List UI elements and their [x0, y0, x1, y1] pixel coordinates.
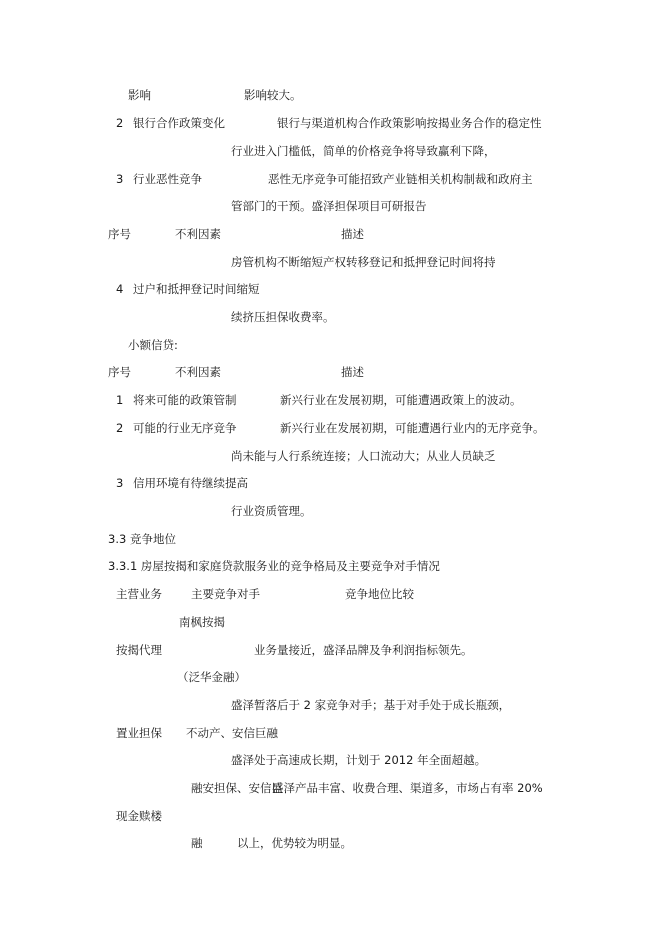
- competition-row-1-rival-line-1: 南枫按揭: [179, 615, 225, 629]
- risk-row-1-factor: 影响: [128, 88, 151, 102]
- section-heading: 3.3 竞争地位: [108, 532, 176, 546]
- competition-row-2-rival: 不动产、安信巨融: [186, 726, 278, 740]
- competition-header-position: 竞争地位比较: [345, 587, 414, 601]
- risk-table-header-factor: 不利因素: [175, 227, 221, 241]
- competition-row-1-desc: 业务量接近，盛泽品牌及争利润指标领先。: [254, 643, 473, 657]
- competition-header-rival: 主要竞争对手: [191, 587, 260, 601]
- competition-row-1-rival-line-2: （泛华金融）: [177, 670, 246, 684]
- microcredit-header-factor: 不利因素: [175, 365, 221, 379]
- risk-row-4-desc-line-1: 房管机构不断缩短产权转移登记和抵押登记时间将持: [231, 255, 496, 269]
- competition-row-1-business: 按揭代理: [116, 643, 162, 657]
- microcredit-row-1-number: 1: [116, 393, 124, 407]
- competition-row-2-business: 置业担保: [116, 726, 162, 740]
- competition-row-2-desc-line-2: 盛泽处于高速成长期，计划于 2012 年全面超越。: [231, 753, 487, 767]
- microcredit-row-1-desc: 新兴行业在发展初期，可能遭遇政策上的波动。: [280, 393, 522, 407]
- risk-row-3-desc-line-3: 管部门的干预。盛泽担保项目可研报告: [231, 199, 427, 213]
- risk-table-header-number: 序号: [108, 227, 131, 241]
- competition-row-3-business: 现金赎楼: [116, 809, 162, 823]
- microcredit-header-desc: 描述: [341, 365, 364, 379]
- risk-row-3-factor: 行业恶性竞争: [133, 172, 202, 186]
- microcredit-row-2-desc: 新兴行业在发展初期，可能遭遇行业内的无序竞争。: [280, 421, 545, 435]
- competition-header-business: 主营业务: [116, 587, 162, 601]
- risk-row-4-number: 4: [116, 282, 124, 296]
- microcredit-row-3-desc-line-1: 尚未能与人行系统连接；人口流动大；从业人员缺乏: [231, 449, 496, 463]
- risk-row-2-desc: 银行与渠道机构合作政策影响按揭业务合作的稳定性: [277, 116, 542, 130]
- microcredit-row-3-desc-line-2: 行业资质管理。: [231, 504, 312, 518]
- microcredit-row-3-number: 3: [116, 476, 124, 490]
- risk-row-3-desc-line-2: 恶性无序竞争可能招致产业链相关机构制裁和政府主: [268, 172, 533, 186]
- competition-row-3-desc-line-2: 以上，优势较为明显。: [237, 836, 352, 850]
- risk-row-1-desc: 影响较大。: [244, 88, 302, 102]
- risk-row-2-number: 2: [116, 116, 124, 130]
- competition-row-3-rival-line-1: 融安担保、安信巨: [191, 781, 283, 795]
- section-subheading: 3.3.1 房屋按揭和家庭贷款服务业的竞争格局及主要竞争对手情况: [108, 559, 440, 573]
- competition-row-2-desc-line-1: 盛泽暂落后于 2 家竞争对手；基于对手处于成长瓶颈，: [231, 698, 511, 712]
- risk-row-3-desc-line-1: 行业进入门槛低，简单的价格竞争将导致赢利下降，: [231, 144, 496, 158]
- microcredit-row-2-factor: 可能的行业无序竞争: [133, 421, 237, 435]
- microcredit-row-1-factor: 将来可能的政策管制: [133, 393, 237, 407]
- microcredit-row-2-number: 2: [116, 421, 124, 435]
- risk-row-2-factor: 银行合作政策变化: [133, 116, 225, 130]
- risk-row-3-number: 3: [116, 172, 124, 186]
- microcredit-title: 小额信贷:: [128, 338, 178, 352]
- risk-table-header-desc: 描述: [341, 227, 364, 241]
- risk-row-4-factor: 过户和抵押登记时间缩短: [133, 282, 260, 296]
- competition-row-3-rival-line-2: 融: [191, 836, 203, 850]
- microcredit-row-3-factor: 信用环境有待继续提高: [133, 476, 248, 490]
- competition-row-3-desc-line-1: 盛泽产品丰富、收费合理、渠道多，市场占有率 20%: [272, 781, 543, 795]
- microcredit-header-number: 序号: [108, 365, 131, 379]
- risk-row-4-desc-line-2: 续挤压担保收费率。: [231, 310, 335, 324]
